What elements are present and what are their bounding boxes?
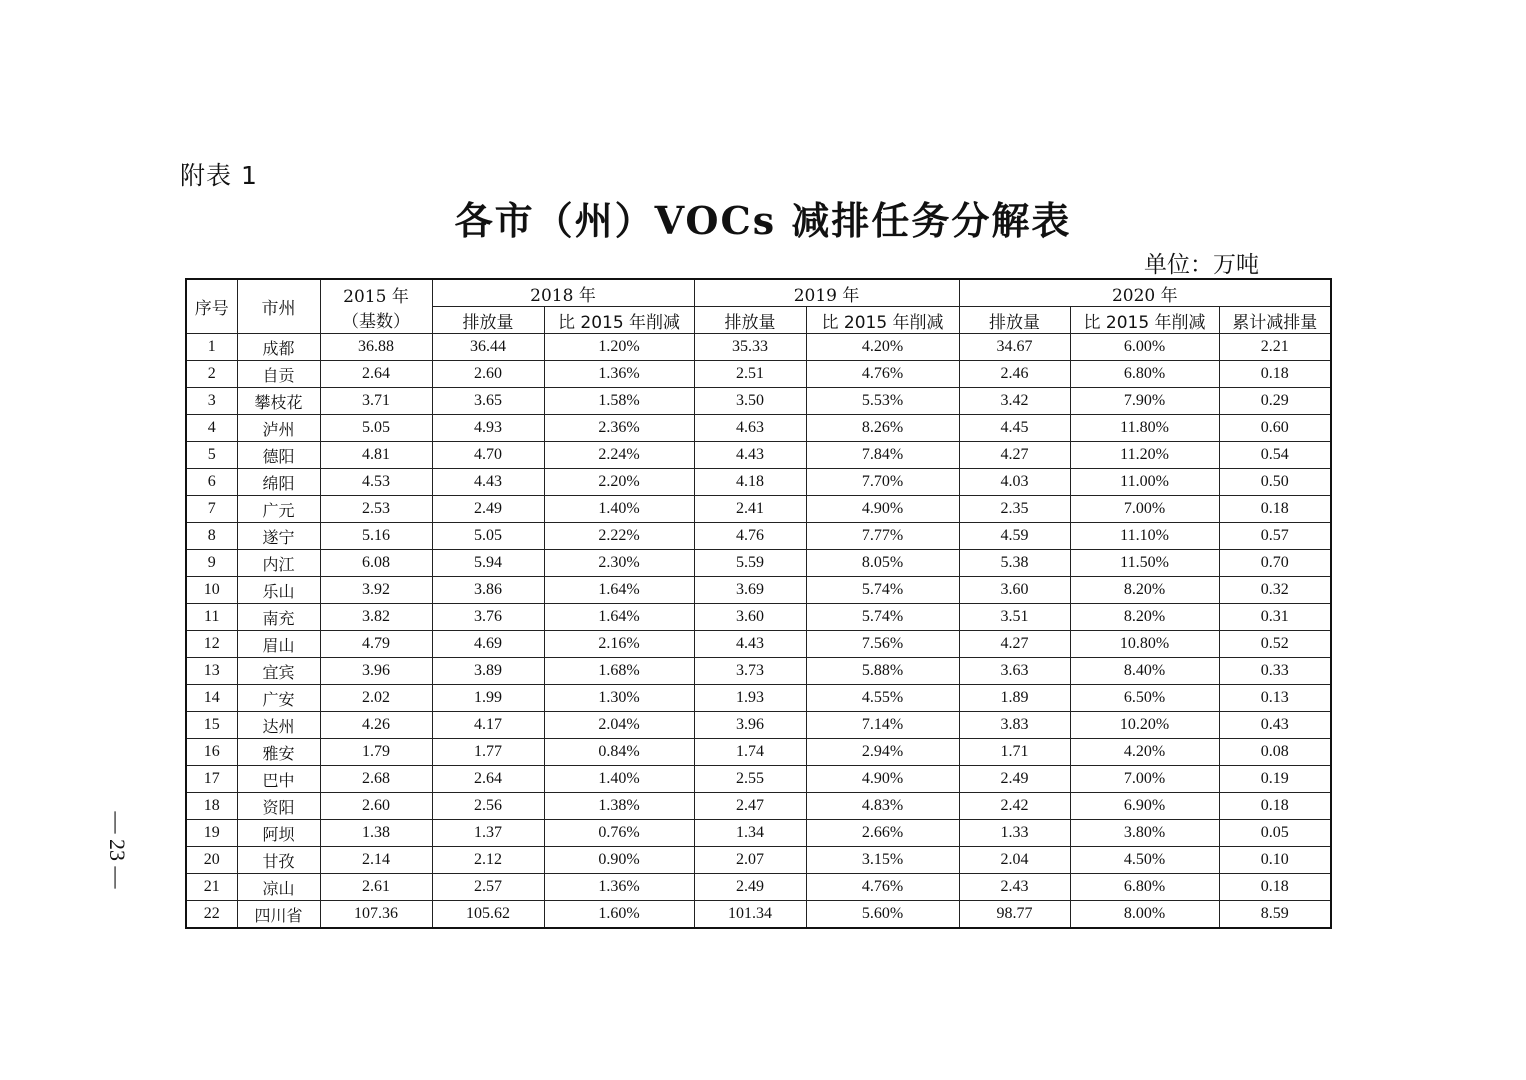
cell-emission-2019: 4.43	[694, 631, 806, 658]
cell-emission-2019: 2.49	[694, 874, 806, 901]
cell-emission-2020: 1.33	[959, 820, 1070, 847]
appendix-label: 附表 1	[180, 161, 258, 190]
cell-seq: 21	[186, 874, 237, 901]
cell-city: 宜宾	[237, 658, 320, 685]
cell-reduction-2020: 8.20%	[1070, 577, 1219, 604]
cell-cumulative-2020: 0.57	[1219, 523, 1331, 550]
cell-reduction-2019: 4.90%	[806, 766, 959, 793]
header-2020-emission: 排放量	[959, 307, 1070, 334]
cell-emission-2020: 3.51	[959, 604, 1070, 631]
cell-city: 广元	[237, 496, 320, 523]
table-row	[186, 442, 1331, 469]
cell-cumulative-2020: 0.18	[1219, 793, 1331, 820]
cell-emission-2020: 1.89	[959, 685, 1070, 712]
cell-reduction-2018: 1.36%	[544, 361, 694, 388]
cell-reduction-2018: 0.76%	[544, 820, 694, 847]
cell-emission-2019: 1.74	[694, 739, 806, 766]
cell-emission-2019: 2.55	[694, 766, 806, 793]
cell-emission-2019: 3.50	[694, 388, 806, 415]
cell-cumulative-2020: 0.13	[1219, 685, 1331, 712]
table-row	[186, 361, 1331, 388]
cell-base-2015: 2.61	[320, 874, 432, 901]
cell-emission-2018: 1.77	[432, 739, 544, 766]
table-row	[186, 550, 1331, 577]
cell-reduction-2018: 0.90%	[544, 847, 694, 874]
cell-base-2015: 2.02	[320, 685, 432, 712]
cell-emission-2019: 4.43	[694, 442, 806, 469]
page-title: 各市（州）VOCs 减排任务分解表	[454, 198, 1072, 243]
cell-seq: 14	[186, 685, 237, 712]
cell-emission-2018: 2.64	[432, 766, 544, 793]
cell-city: 甘孜	[237, 847, 320, 874]
cell-reduction-2020: 6.80%	[1070, 361, 1219, 388]
cell-reduction-2019: 7.84%	[806, 442, 959, 469]
cell-cumulative-2020: 0.19	[1219, 766, 1331, 793]
cell-reduction-2018: 2.16%	[544, 631, 694, 658]
cell-city: 攀枝花	[237, 388, 320, 415]
header-year-2019: 2019 年	[694, 279, 959, 307]
page-number: — 23 —	[105, 811, 130, 889]
cell-cumulative-2020: 0.31	[1219, 604, 1331, 631]
cell-reduction-2018: 2.24%	[544, 442, 694, 469]
table-row	[186, 523, 1331, 550]
cell-base-2015: 3.96	[320, 658, 432, 685]
cell-emission-2020: 2.42	[959, 793, 1070, 820]
cell-cumulative-2020: 2.21	[1219, 334, 1331, 361]
table-body	[186, 334, 1331, 929]
cell-seq: 10	[186, 577, 237, 604]
cell-emission-2019: 1.93	[694, 685, 806, 712]
cell-cumulative-2020: 0.18	[1219, 874, 1331, 901]
cell-emission-2020: 3.63	[959, 658, 1070, 685]
cell-emission-2019: 3.96	[694, 712, 806, 739]
cell-city: 达州	[237, 712, 320, 739]
cell-city: 乐山	[237, 577, 320, 604]
table-row	[186, 874, 1331, 901]
cell-reduction-2020: 10.80%	[1070, 631, 1219, 658]
cell-base-2015: 36.88	[320, 334, 432, 361]
table-row	[186, 820, 1331, 847]
cell-reduction-2018: 2.22%	[544, 523, 694, 550]
cell-base-2015: 2.53	[320, 496, 432, 523]
table-row	[186, 901, 1331, 929]
cell-city: 资阳	[237, 793, 320, 820]
cell-reduction-2019: 8.26%	[806, 415, 959, 442]
cell-reduction-2019: 5.88%	[806, 658, 959, 685]
cell-seq: 7	[186, 496, 237, 523]
cell-reduction-2018: 1.40%	[544, 496, 694, 523]
cell-reduction-2018: 1.64%	[544, 604, 694, 631]
header-2020-reduction: 比 2015 年削减	[1070, 307, 1219, 334]
cell-reduction-2020: 6.80%	[1070, 874, 1219, 901]
table-row	[186, 685, 1331, 712]
cell-city: 自贡	[237, 361, 320, 388]
cell-emission-2020: 34.67	[959, 334, 1070, 361]
cell-reduction-2020: 11.20%	[1070, 442, 1219, 469]
cell-emission-2019: 2.51	[694, 361, 806, 388]
cell-emission-2018: 2.49	[432, 496, 544, 523]
cell-base-2015: 107.36	[320, 901, 432, 929]
header-year-2018: 2018 年	[432, 279, 694, 307]
cell-reduction-2020: 4.20%	[1070, 739, 1219, 766]
cell-cumulative-2020: 0.18	[1219, 361, 1331, 388]
cell-city: 南充	[237, 604, 320, 631]
cell-emission-2019: 2.07	[694, 847, 806, 874]
cell-reduction-2019: 2.94%	[806, 739, 959, 766]
cell-emission-2018: 36.44	[432, 334, 544, 361]
cell-reduction-2020: 8.20%	[1070, 604, 1219, 631]
cell-reduction-2019: 4.76%	[806, 361, 959, 388]
cell-base-2015: 3.92	[320, 577, 432, 604]
cell-reduction-2019: 7.77%	[806, 523, 959, 550]
cell-city: 内江	[237, 550, 320, 577]
cell-base-2015: 2.14	[320, 847, 432, 874]
cell-emission-2018: 4.17	[432, 712, 544, 739]
cell-base-2015: 2.60	[320, 793, 432, 820]
cell-seq: 22	[186, 901, 237, 929]
cell-city: 四川省	[237, 901, 320, 929]
table-row	[186, 469, 1331, 496]
cell-base-2015: 1.38	[320, 820, 432, 847]
cell-cumulative-2020: 0.33	[1219, 658, 1331, 685]
cell-emission-2018: 2.57	[432, 874, 544, 901]
header-2019-reduction: 比 2015 年削减	[806, 307, 959, 334]
cell-cumulative-2020: 8.59	[1219, 901, 1331, 929]
cell-emission-2020: 4.27	[959, 442, 1070, 469]
cell-city: 凉山	[237, 874, 320, 901]
cell-reduction-2020: 11.00%	[1070, 469, 1219, 496]
cell-city: 成都	[237, 334, 320, 361]
cell-emission-2019: 2.41	[694, 496, 806, 523]
cell-seq: 12	[186, 631, 237, 658]
cell-base-2015: 2.68	[320, 766, 432, 793]
cell-emission-2020: 4.03	[959, 469, 1070, 496]
cell-base-2015: 4.81	[320, 442, 432, 469]
cell-emission-2018: 3.86	[432, 577, 544, 604]
header-base-2015	[320, 279, 432, 334]
cell-base-2015: 4.53	[320, 469, 432, 496]
cell-emission-2019: 2.47	[694, 793, 806, 820]
table-row	[186, 739, 1331, 766]
cell-emission-2018: 3.76	[432, 604, 544, 631]
cell-emission-2018: 1.99	[432, 685, 544, 712]
cell-emission-2019: 4.18	[694, 469, 806, 496]
table-row	[186, 334, 1331, 361]
cell-reduction-2018: 1.30%	[544, 685, 694, 712]
cell-reduction-2018: 0.84%	[544, 739, 694, 766]
cell-emission-2020: 98.77	[959, 901, 1070, 929]
header-base-note: （基数）	[342, 311, 410, 332]
table-row	[186, 631, 1331, 658]
cell-reduction-2019: 4.20%	[806, 334, 959, 361]
cell-city: 眉山	[237, 631, 320, 658]
cell-base-2015: 4.26	[320, 712, 432, 739]
cell-cumulative-2020: 0.54	[1219, 442, 1331, 469]
header-seq: 序号	[186, 279, 237, 334]
table-row	[186, 766, 1331, 793]
cell-emission-2018: 2.60	[432, 361, 544, 388]
cell-reduction-2018: 1.40%	[544, 766, 694, 793]
cell-reduction-2019: 4.90%	[806, 496, 959, 523]
cell-emission-2019: 101.34	[694, 901, 806, 929]
header-2018-reduction: 比 2015 年削减	[544, 307, 694, 334]
table-row	[186, 577, 1331, 604]
cell-reduction-2020: 6.90%	[1070, 793, 1219, 820]
cell-seq: 4	[186, 415, 237, 442]
cell-emission-2018: 4.69	[432, 631, 544, 658]
cell-reduction-2019: 5.53%	[806, 388, 959, 415]
cell-base-2015: 6.08	[320, 550, 432, 577]
header-base-year: 2015 年	[343, 286, 409, 307]
table-row	[186, 604, 1331, 631]
header-2020-cumulative: 累计减排量	[1219, 307, 1331, 334]
cell-emission-2020: 4.27	[959, 631, 1070, 658]
cell-base-2015: 3.82	[320, 604, 432, 631]
cell-reduction-2018: 2.30%	[544, 550, 694, 577]
header-year-2020: 2020 年	[959, 279, 1331, 307]
cell-reduction-2018: 1.36%	[544, 874, 694, 901]
cell-seq: 20	[186, 847, 237, 874]
cell-cumulative-2020: 0.10	[1219, 847, 1331, 874]
cell-emission-2018: 5.05	[432, 523, 544, 550]
cell-emission-2018: 4.93	[432, 415, 544, 442]
cell-seq: 8	[186, 523, 237, 550]
cell-cumulative-2020: 0.29	[1219, 388, 1331, 415]
cell-cumulative-2020: 0.32	[1219, 577, 1331, 604]
cell-seq: 13	[186, 658, 237, 685]
cell-seq: 2	[186, 361, 237, 388]
cell-base-2015: 5.05	[320, 415, 432, 442]
cell-reduction-2020: 7.00%	[1070, 496, 1219, 523]
table-row	[186, 415, 1331, 442]
cell-city: 德阳	[237, 442, 320, 469]
cell-seq: 5	[186, 442, 237, 469]
table-row	[186, 712, 1331, 739]
cell-reduction-2018: 1.38%	[544, 793, 694, 820]
cell-reduction-2020: 6.50%	[1070, 685, 1219, 712]
cell-reduction-2019: 8.05%	[806, 550, 959, 577]
cell-reduction-2020: 6.00%	[1070, 334, 1219, 361]
cell-reduction-2019: 4.76%	[806, 874, 959, 901]
cell-seq: 11	[186, 604, 237, 631]
cell-emission-2019: 5.59	[694, 550, 806, 577]
header-row-1	[186, 279, 1331, 307]
cell-emission-2020: 1.71	[959, 739, 1070, 766]
cell-emission-2018: 2.56	[432, 793, 544, 820]
cell-reduction-2020: 11.80%	[1070, 415, 1219, 442]
table-row	[186, 496, 1331, 523]
cell-base-2015: 5.16	[320, 523, 432, 550]
cell-city: 阿坝	[237, 820, 320, 847]
cell-emission-2020: 2.43	[959, 874, 1070, 901]
cell-city: 遂宁	[237, 523, 320, 550]
cell-emission-2018: 2.12	[432, 847, 544, 874]
cell-base-2015: 3.71	[320, 388, 432, 415]
cell-emission-2019: 3.69	[694, 577, 806, 604]
cell-cumulative-2020: 0.05	[1219, 820, 1331, 847]
unit-label: 单位：万吨	[1144, 252, 1259, 278]
cell-reduction-2019: 4.55%	[806, 685, 959, 712]
cell-emission-2020: 3.83	[959, 712, 1070, 739]
cell-reduction-2019: 7.70%	[806, 469, 959, 496]
cell-reduction-2019: 4.83%	[806, 793, 959, 820]
cell-emission-2018: 1.37	[432, 820, 544, 847]
table-row	[186, 793, 1331, 820]
cell-emission-2020: 3.42	[959, 388, 1070, 415]
cell-cumulative-2020: 0.70	[1219, 550, 1331, 577]
cell-reduction-2019: 5.74%	[806, 604, 959, 631]
cell-emission-2020: 4.59	[959, 523, 1070, 550]
cell-emission-2018: 3.65	[432, 388, 544, 415]
cell-base-2015: 1.79	[320, 739, 432, 766]
cell-reduction-2020: 7.00%	[1070, 766, 1219, 793]
cell-base-2015: 2.64	[320, 361, 432, 388]
cell-city: 巴中	[237, 766, 320, 793]
cell-emission-2019: 3.73	[694, 658, 806, 685]
cell-seq: 18	[186, 793, 237, 820]
cell-reduction-2020: 8.40%	[1070, 658, 1219, 685]
cell-emission-2018: 4.43	[432, 469, 544, 496]
cell-emission-2020: 2.35	[959, 496, 1070, 523]
cell-reduction-2020: 11.10%	[1070, 523, 1219, 550]
cell-seq: 19	[186, 820, 237, 847]
cell-emission-2020: 3.60	[959, 577, 1070, 604]
cell-reduction-2018: 1.64%	[544, 577, 694, 604]
cell-emission-2019: 4.63	[694, 415, 806, 442]
header-2018-emission: 排放量	[432, 307, 544, 334]
cell-reduction-2019: 3.15%	[806, 847, 959, 874]
cell-cumulative-2020: 0.52	[1219, 631, 1331, 658]
table-row	[186, 847, 1331, 874]
cell-emission-2020: 2.04	[959, 847, 1070, 874]
cell-emission-2020: 5.38	[959, 550, 1070, 577]
cell-emission-2020: 4.45	[959, 415, 1070, 442]
cell-seq: 1	[186, 334, 237, 361]
cell-emission-2019: 35.33	[694, 334, 806, 361]
header-city: 市州	[237, 279, 320, 334]
cell-cumulative-2020: 0.60	[1219, 415, 1331, 442]
cell-reduction-2020: 11.50%	[1070, 550, 1219, 577]
cell-reduction-2018: 2.36%	[544, 415, 694, 442]
cell-reduction-2019: 7.56%	[806, 631, 959, 658]
cell-seq: 6	[186, 469, 237, 496]
cell-emission-2018: 3.89	[432, 658, 544, 685]
cell-emission-2019: 3.60	[694, 604, 806, 631]
cell-seq: 17	[186, 766, 237, 793]
cell-reduction-2020: 8.00%	[1070, 901, 1219, 929]
cell-emission-2018: 105.62	[432, 901, 544, 929]
cell-city: 泸州	[237, 415, 320, 442]
cell-reduction-2020: 4.50%	[1070, 847, 1219, 874]
cell-cumulative-2020: 0.43	[1219, 712, 1331, 739]
cell-reduction-2019: 7.14%	[806, 712, 959, 739]
cell-emission-2018: 4.70	[432, 442, 544, 469]
cell-city: 绵阳	[237, 469, 320, 496]
cell-reduction-2018: 1.58%	[544, 388, 694, 415]
cell-reduction-2018: 1.68%	[544, 658, 694, 685]
cell-reduction-2019: 5.74%	[806, 577, 959, 604]
table-header	[186, 279, 1331, 334]
cell-cumulative-2020: 0.08	[1219, 739, 1331, 766]
cell-reduction-2020: 3.80%	[1070, 820, 1219, 847]
cell-reduction-2018: 1.60%	[544, 901, 694, 929]
cell-seq: 15	[186, 712, 237, 739]
cell-reduction-2018: 1.20%	[544, 334, 694, 361]
reduction-table	[185, 278, 1332, 929]
cell-emission-2020: 2.46	[959, 361, 1070, 388]
table-row	[186, 658, 1331, 685]
cell-reduction-2018: 2.20%	[544, 469, 694, 496]
cell-emission-2019: 1.34	[694, 820, 806, 847]
cell-city: 广安	[237, 685, 320, 712]
cell-emission-2019: 4.76	[694, 523, 806, 550]
cell-seq: 9	[186, 550, 237, 577]
cell-reduction-2019: 5.60%	[806, 901, 959, 929]
cell-seq: 16	[186, 739, 237, 766]
cell-cumulative-2020: 0.18	[1219, 496, 1331, 523]
cell-reduction-2020: 7.90%	[1070, 388, 1219, 415]
cell-city: 雅安	[237, 739, 320, 766]
cell-emission-2020: 2.49	[959, 766, 1070, 793]
cell-seq: 3	[186, 388, 237, 415]
header-2019-emission: 排放量	[694, 307, 806, 334]
cell-base-2015: 4.79	[320, 631, 432, 658]
cell-emission-2018: 5.94	[432, 550, 544, 577]
cell-reduction-2020: 10.20%	[1070, 712, 1219, 739]
cell-reduction-2019: 2.66%	[806, 820, 959, 847]
cell-cumulative-2020: 0.50	[1219, 469, 1331, 496]
table-row	[186, 388, 1331, 415]
cell-reduction-2018: 2.04%	[544, 712, 694, 739]
